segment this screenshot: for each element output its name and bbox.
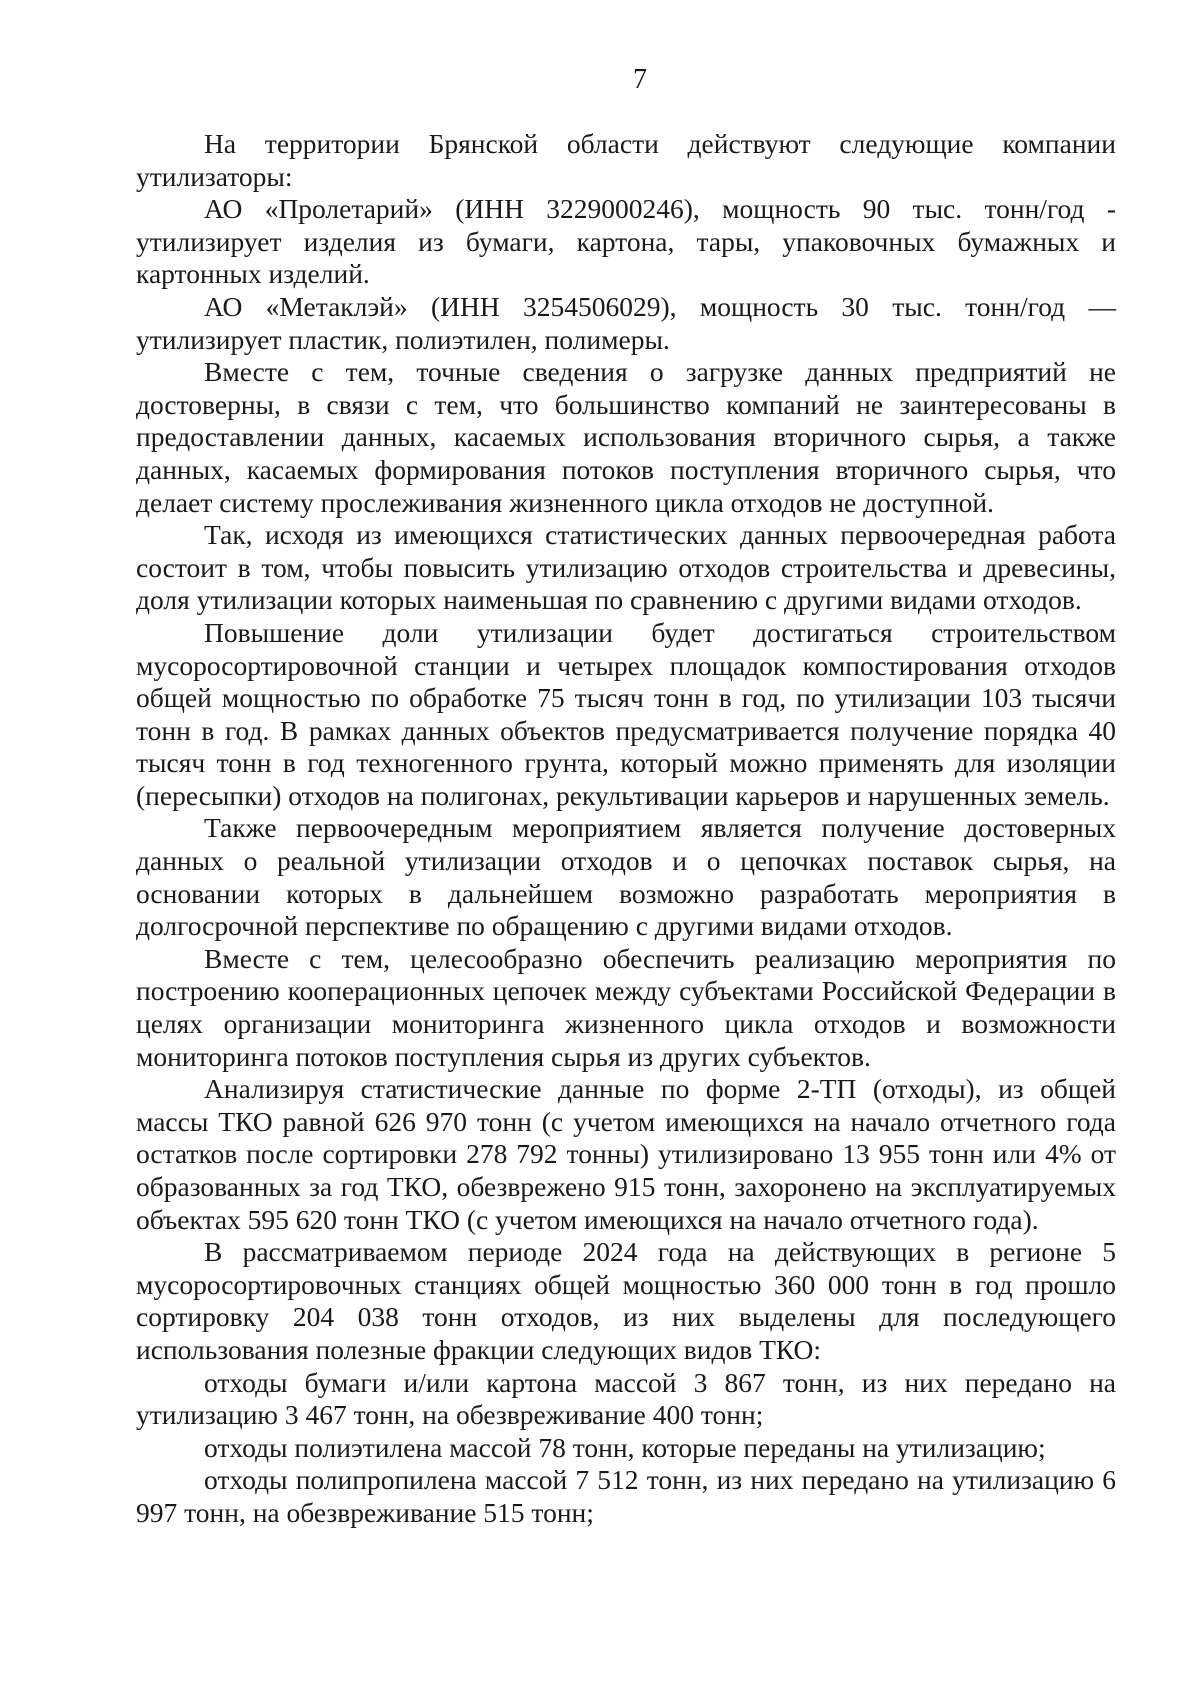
paragraph: Также первоочередным мероприятием является получение достоверных данных о реальной утилизации отходов и о цепочках поставок сырья, на основании которых в дальнейшем возможно разработать мероприятия в долгосрочной перспективе по обращению с другими видами отходов. <box>136 812 1116 942</box>
paragraph: На территории Брянской области действуют следующие компании утилизаторы: <box>136 128 1116 192</box>
page-number: 7 <box>633 64 647 95</box>
paragraph: Так, исходя из имеющихся статистических данных первоочередная работа состоит в том, чтобы повысить утилизацию отходов строительства и древесины, доля утилизации которых наименьшая по сравнению с другими видами отходов. <box>136 519 1116 616</box>
paragraph: Вместе с тем, точные сведения о загрузке данных предприятий не достоверны, в связи с тем, что большинство компаний не заинтересованы в предоставлении данных, касаемых использования вторичного сырья, а также данных, касаемых формирования потоков поступления вторичного сырья, что делает систему прослеживания жизненного цикла отходов не доступной. <box>136 356 1116 518</box>
paragraph: Повышение доли утилизации будет достигаться строительством мусоросортировочной станции и четырех площадок компостирования отходов общей мощностью по обработке 75 тысяч тонн в год, по утилизации 103 тысячи тонн в год. В рамках данных объектов предусматривается получение порядка 40 тысяч тонн в год техногенного грунта, который можно применять для изоляции (пересыпки) отходов на полигонах, рекультивации карьеров и нарушенных земель. <box>136 616 1116 811</box>
list-item: отходы полипропилена массой 7 512 тонн, из них передано на утилизацию 6 997 тонн, на обезвреживание 515 тонн; <box>136 1464 1116 1528</box>
paragraph: АО «Пролетарий» (ИНН 3229000246), мощность 90 тыс. тонн/год - утилизирует изделия из бумаги, картона, тары, упаковочных бумажных и картонных изделий. <box>136 193 1116 290</box>
paragraph: Анализируя статистические данные по форме 2-ТП (отходы), из общей массы ТКО равной 626 970 тонн (с учетом имеющихся на начало отчетного года остатков после сортировки 278 792 тонны) утилизировано 13 955 тонн или 4% от образованных за год ТКО, обезврежено 915 тонн, захоронено на эксплуатируемых объектах 595 620 тонн ТКО (с учетом имеющихся на начало отчетного года). <box>136 1073 1116 1235</box>
list-item: отходы полиэтилена массой 78 тонн, которые переданы на утилизацию; <box>204 1431 1046 1463</box>
paragraph: В рассматриваемом периоде 2024 года на действующих в регионе 5 мусоросортировочных станциях общей мощностью 360 000 тонн в год прошло сортировку 204 038 тонн отходов, из них выделены для последующего использования полезные фракции следующих видов ТКО: <box>136 1236 1116 1365</box>
list-item: отходы бумаги и/или картона массой 3 867 тонн, из них передано на утилизацию 3 467 тонн, на обезвреживание 400 тонн; <box>136 1366 1116 1431</box>
document-body <box>136 128 1116 1530</box>
paragraph: АО «Метаклэй» (ИНН 3254506029), мощность 30 тыс. тонн/год — утилизирует пластик, полиэтилен, полимеры. <box>136 290 1116 355</box>
paragraph: Вместе с тем, целесообразно обеспечить реализацию мероприятия по построению кооперационных цепочек между субъектами Российской Федерации в целях организации мониторинга жизненного цикла отходов и возможности мониторинга потоков поступления сырья из других субъектов. <box>136 942 1116 1072</box>
